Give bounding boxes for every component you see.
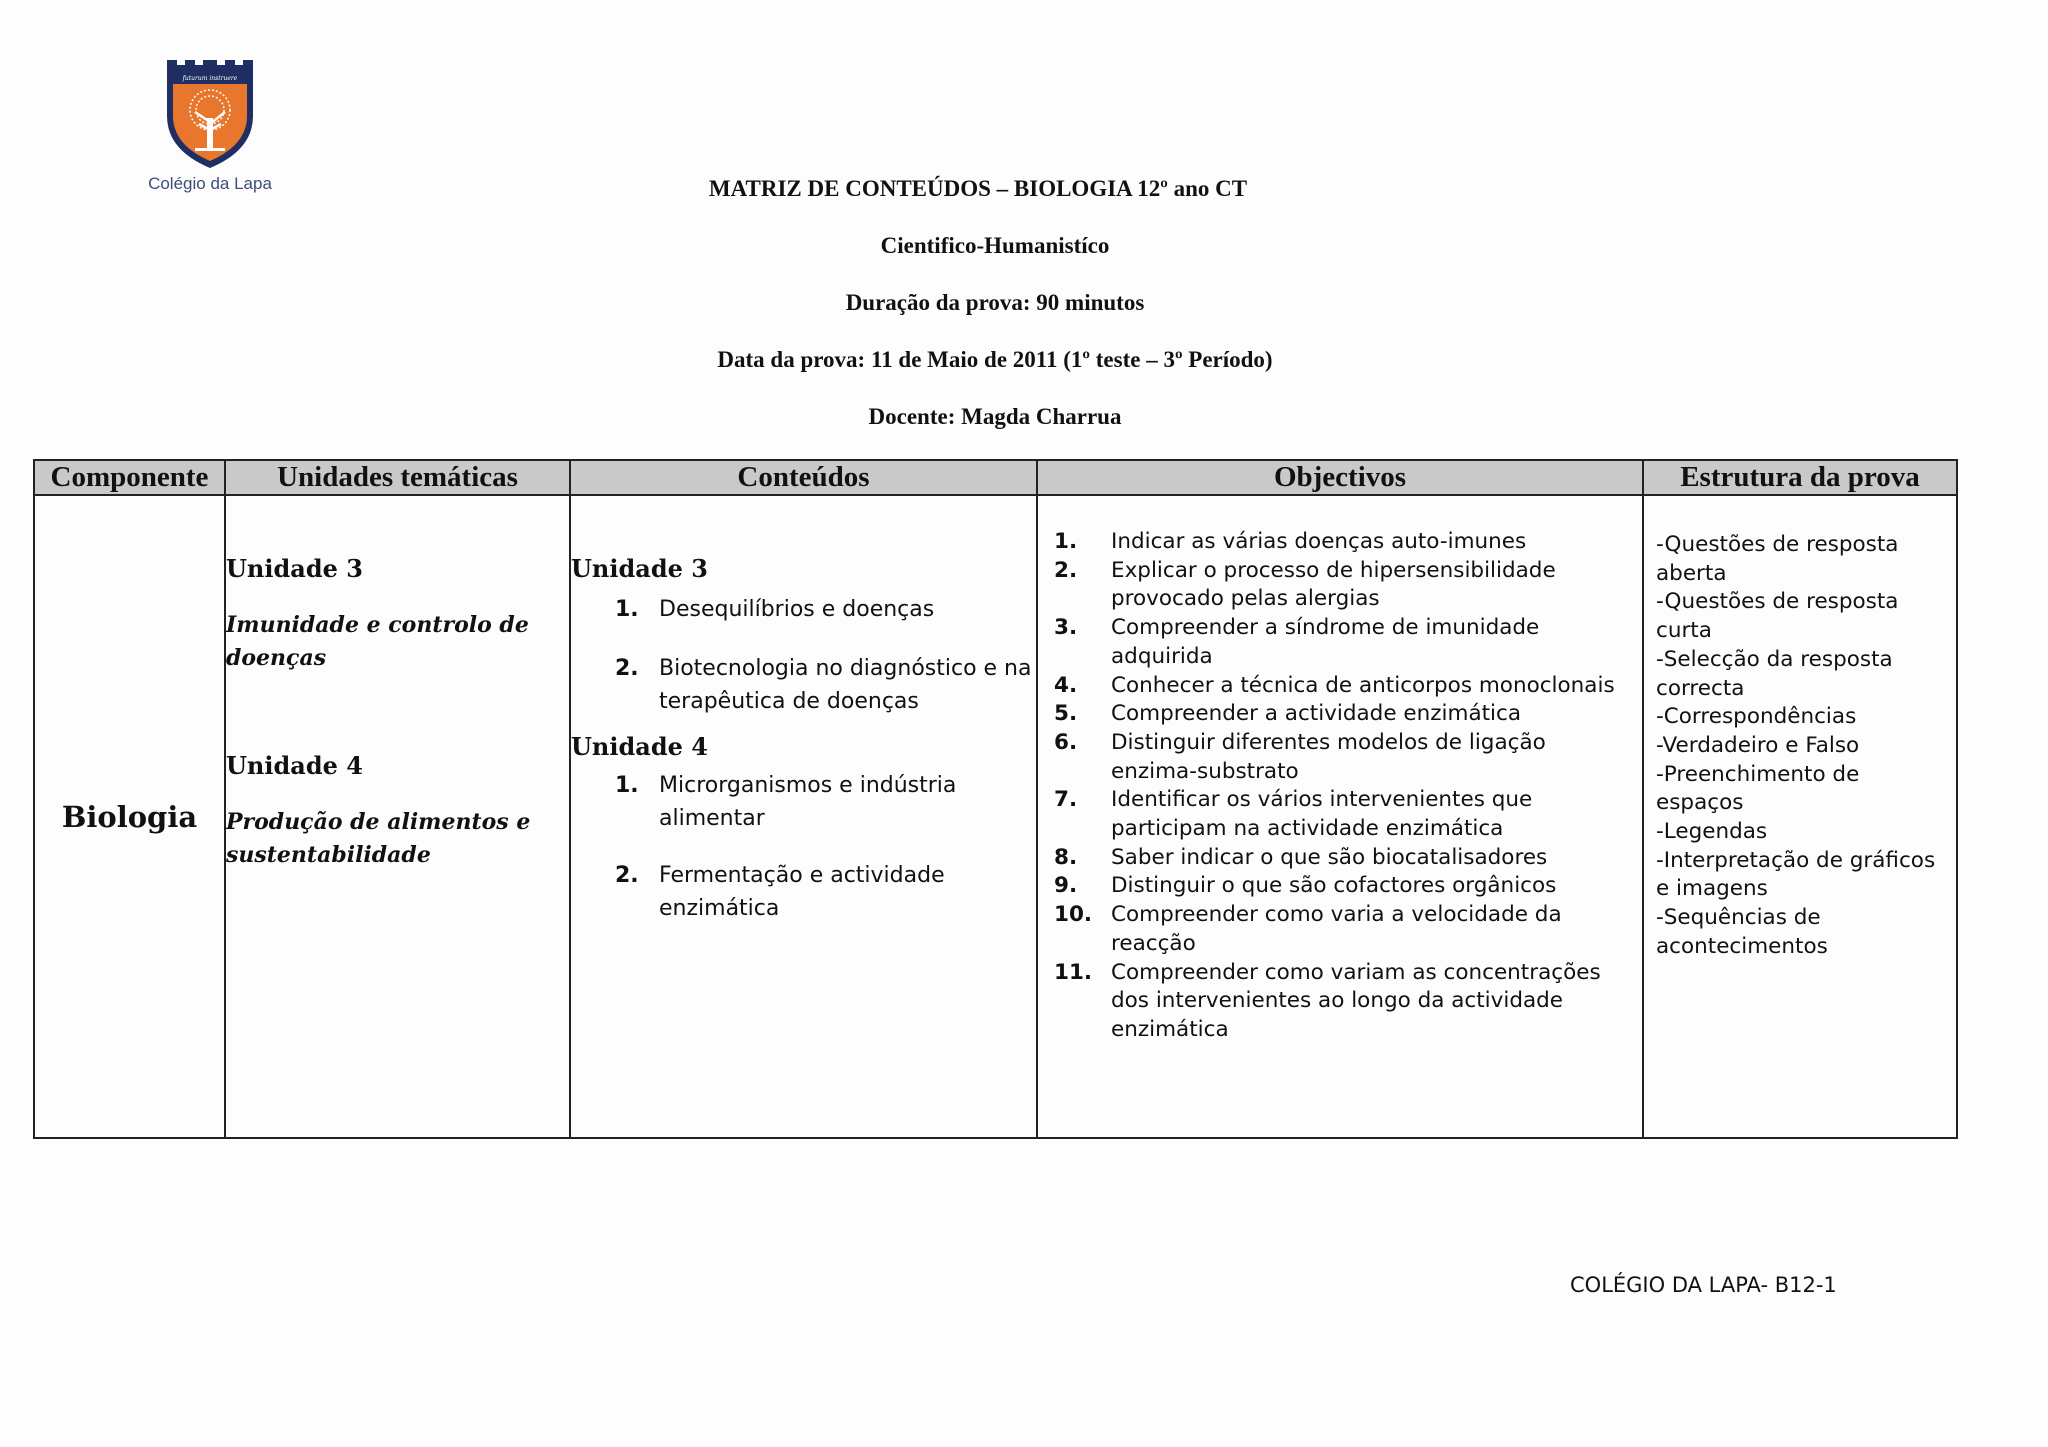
- list-item: 2. Fermentação e actividade enzimática: [615, 863, 945, 921]
- conteudos-unidade-4-list: [571, 769, 1036, 925]
- course-line: Cientifico-Humanistíco: [880, 233, 1110, 258]
- table-header-row: [34, 460, 1957, 495]
- objectivos-cell: [1037, 495, 1643, 1138]
- estrutura-cell: [1643, 495, 1957, 1138]
- list-item: 7. Identificar os vários intervenientes que participam na actividade enzimática: [1054, 787, 1533, 842]
- list-item: 2. Explicar o processo de hipersensibilidade provocado pelas alergias: [1054, 557, 1556, 612]
- header-objectivos: Objectivos: [1037, 460, 1643, 495]
- conteudos-unidade-3-list: [571, 593, 1036, 718]
- teacher-line: Docente: Magda Charrua: [868, 404, 1122, 429]
- list-item: 10. Compreender como varia a velocidade da reacção: [1054, 902, 1562, 956]
- list-item: 5. Compreender a actividade enzimática: [1054, 701, 1522, 727]
- unidade-4-subtitle: Produção de alimentos e sustentabilidade: [226, 809, 531, 868]
- header-estrutura: Estrutura da prova: [1643, 460, 1957, 495]
- school-logo: [148, 58, 272, 194]
- unidades-cell: [225, 495, 570, 1138]
- header-componente: Componente: [34, 460, 225, 495]
- conteudos-cell: [570, 495, 1037, 1138]
- duration-line: Duração da prova: 90 minutos: [845, 290, 1145, 315]
- list-item: 9. Distinguir o que são cofactores orgânicos: [1054, 873, 1557, 899]
- list-item: -Legendas: [1656, 819, 1768, 845]
- list-item: 11. Compreender como variam as concentrações dos intervenientes ao longo da actividade enzimática: [1054, 959, 1601, 1042]
- logo-caption: Colégio da Lapa: [148, 174, 272, 193]
- list-item: -Sequências de acontecimentos: [1656, 905, 1828, 959]
- list-item: -Interpretação de gráficos e imagens: [1656, 847, 1936, 902]
- document-title: MATRIZ DE CONTEÚDOS – BIOLOGIA 12º ano CT: [708, 176, 1248, 201]
- objectivos-list: [1050, 528, 1630, 1045]
- list-item: -Verdadeiro e Falso: [1656, 732, 1860, 758]
- list-item: 1. Microrganismos e indústria alimentar: [615, 773, 957, 831]
- conteudos-unidade-4-title: Unidade 4: [571, 732, 708, 761]
- componente-label: Biologia: [61, 799, 198, 834]
- footer-code: COLÉGIO DA LAPA- B12-1: [1570, 1273, 1837, 1297]
- componente-cell: [34, 495, 225, 1138]
- unidade-3-title: Unidade 3: [226, 554, 363, 583]
- list-item: -Questões de resposta aberta: [1656, 532, 1899, 586]
- header-unidades: Unidades temáticas: [225, 460, 570, 495]
- list-item: -Questões de resposta curta: [1656, 589, 1899, 644]
- unidade-4-title: Unidade 4: [226, 751, 363, 780]
- list-item: 1. Desequilíbrios e doenças: [615, 597, 935, 622]
- list-item: -Preenchimento de espaços: [1656, 761, 1860, 816]
- list-item: 3. Compreender a síndrome de imunidade adquirida: [1054, 615, 1540, 669]
- estrutura-list: [1656, 531, 1946, 962]
- list-item: 4. Conhecer a técnica de anticorpos monoclonais: [1054, 672, 1615, 698]
- list-item: 1. Indicar as várias doenças auto-imunes: [1054, 529, 1527, 554]
- exam-date-line: Data da prova: 11 de Maio de 2011 (1º teste – 3º Período): [717, 347, 1273, 372]
- list-item: 8. Saber indicar o que são biocatalisadores: [1054, 844, 1548, 870]
- list-item: -Selecção da resposta correcta: [1656, 646, 1893, 701]
- list-item: 6. Distinguir diferentes modelos de ligação enzima-substrato: [1054, 729, 1546, 784]
- conteudos-unidade-3-title: Unidade 3: [571, 554, 708, 583]
- school-crest-icon: [165, 58, 255, 170]
- list-item: 2. Biotecnologia no diagnóstico e na terapêutica de doenças: [615, 656, 1032, 714]
- unidade-3-subtitle: Imunidade e controlo de doenças: [226, 612, 529, 671]
- logo-motto: futurum instruere: [182, 75, 238, 82]
- content-matrix-table: [33, 459, 1958, 1139]
- table-row: [34, 495, 1957, 1138]
- list-item: -Correspondências: [1656, 704, 1857, 730]
- header-conteudos: Conteúdos: [570, 460, 1037, 495]
